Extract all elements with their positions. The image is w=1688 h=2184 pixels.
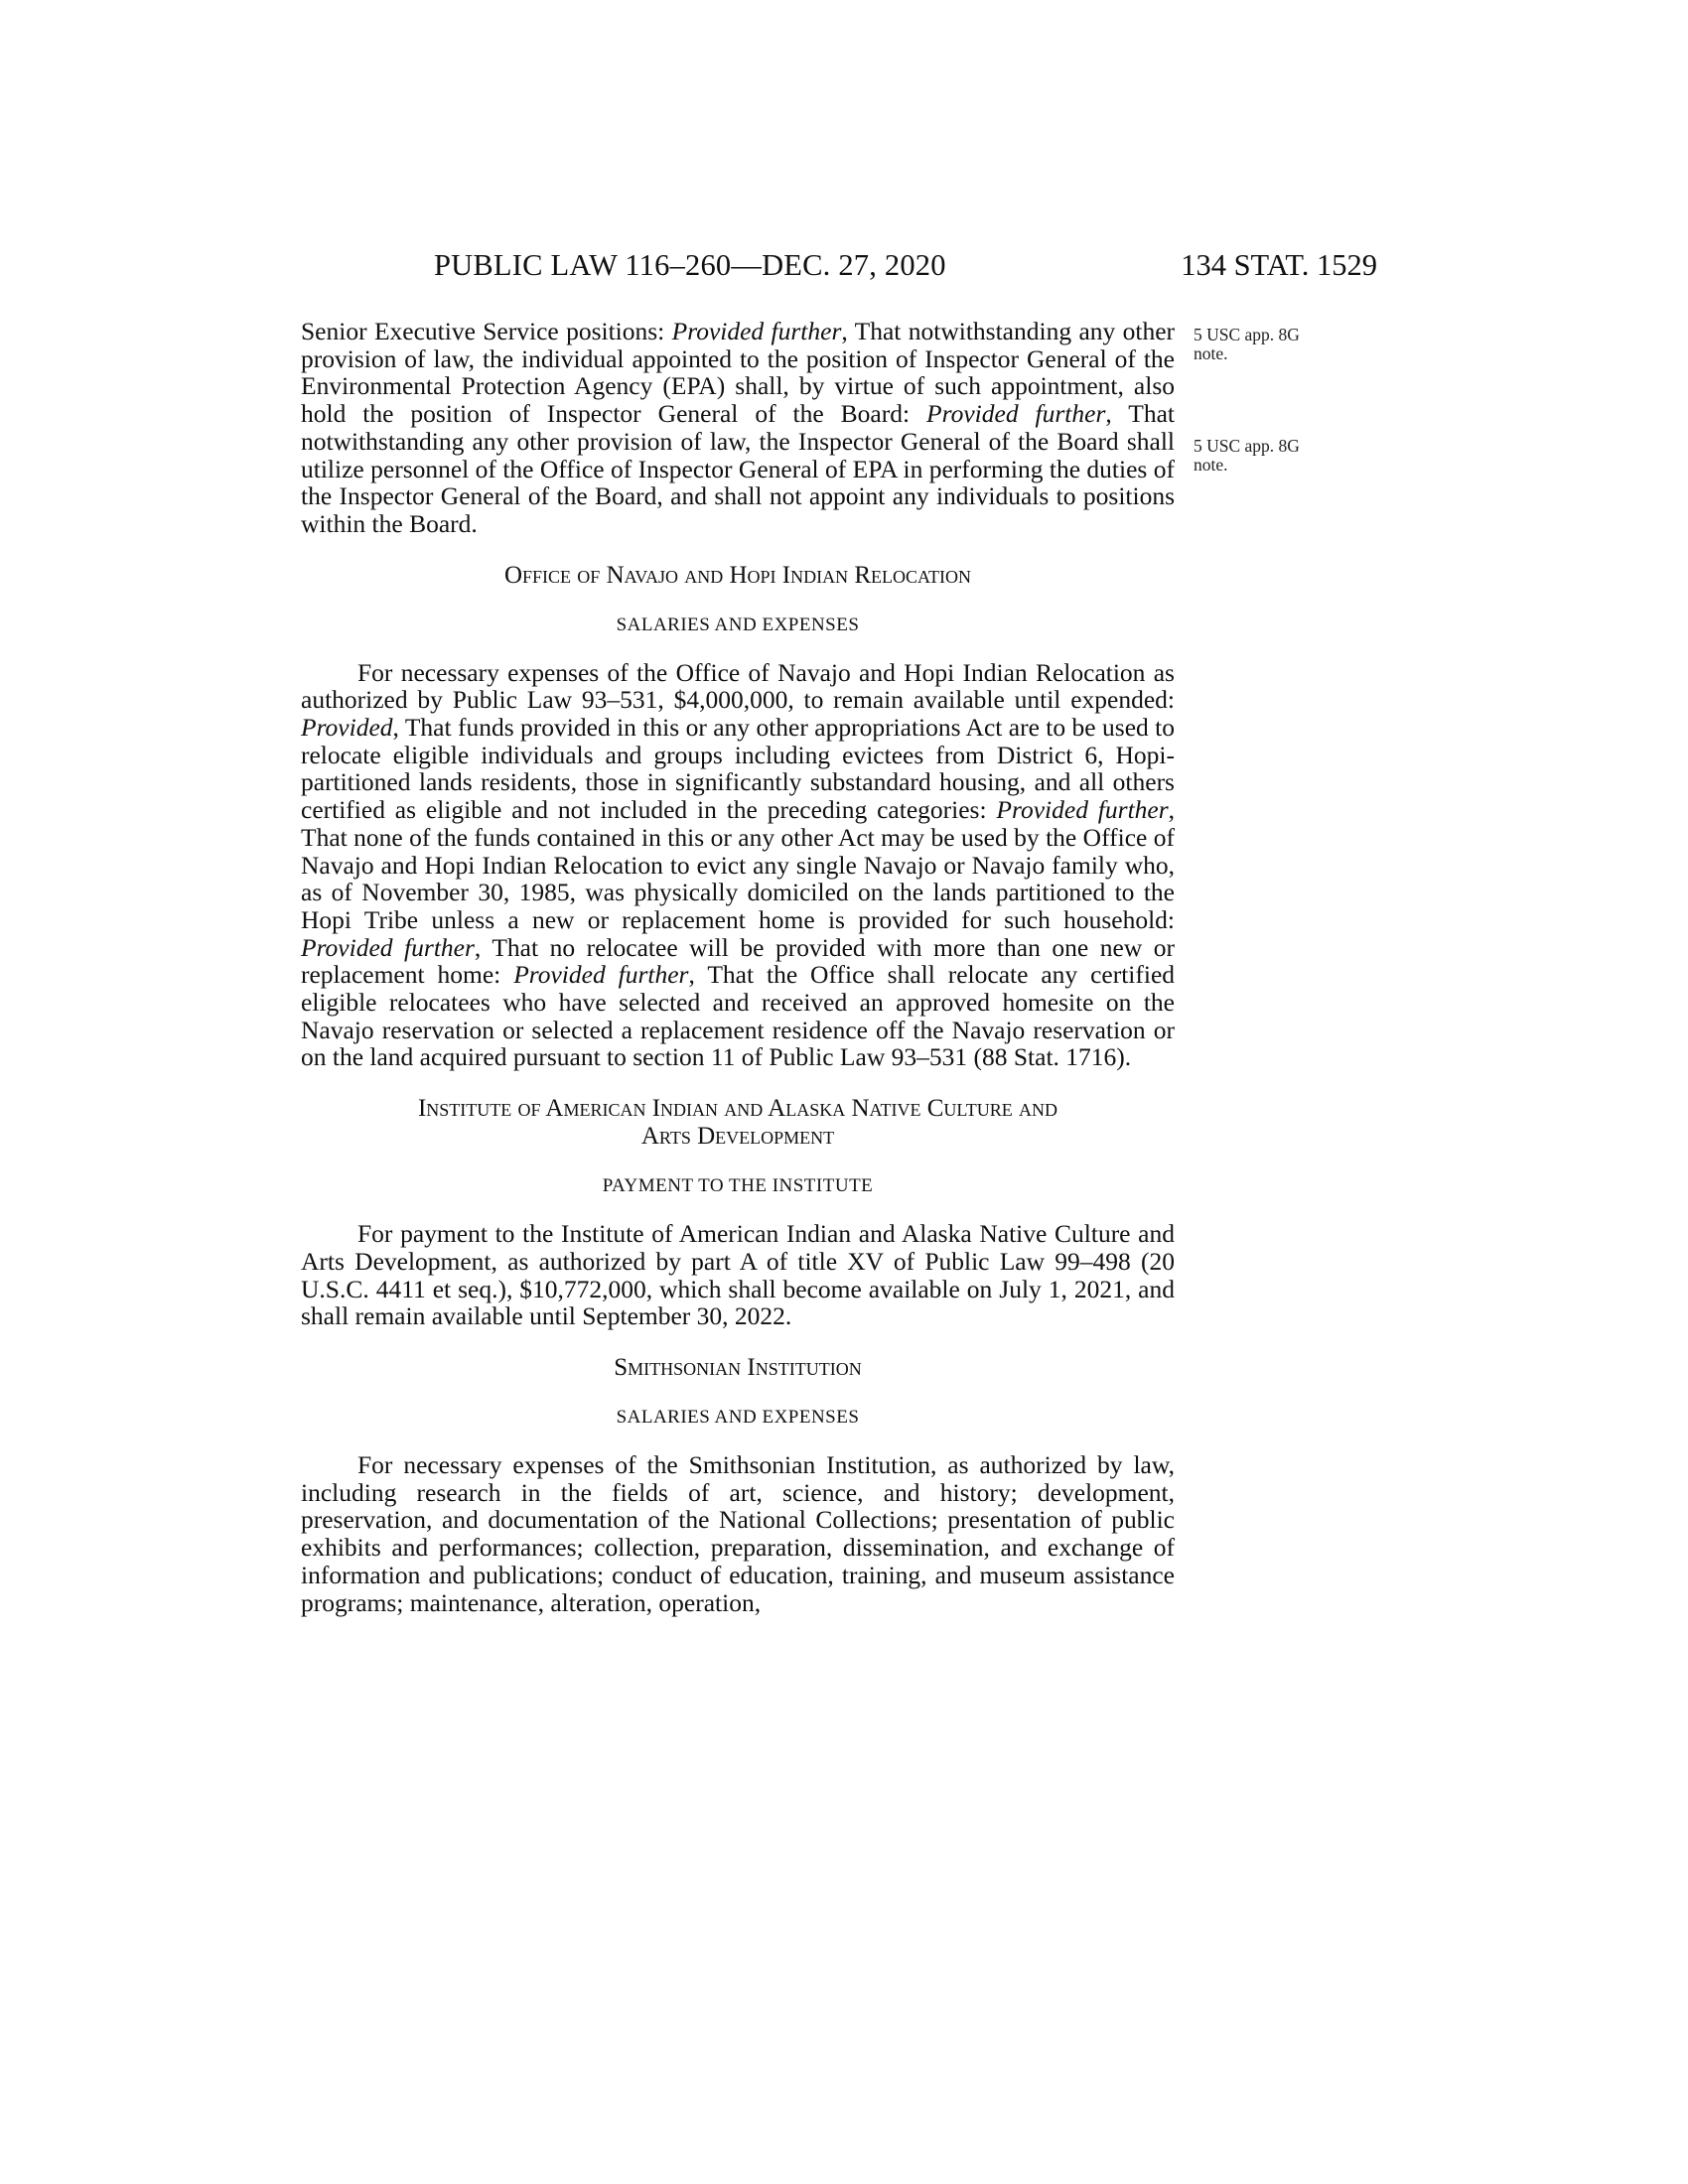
margin-note-line: 5 USC app. 8G [1194,436,1300,456]
paragraph-institute-payment: For payment to the Institute of American Indian and Alaska Native Culture and Arts Development, as authorized by part A of title XV of Public Law 99–498 (20 U.S.C. 4411 et seq.), $10,772,000, which shall become available on July 1, 2021, and shall remain available until September 30, 2022. [301,1219,1175,1331]
document-body [301,318,1175,1616]
margin-note-citation [1194,326,1342,363]
section-heading-institute: Institute of American Indian and Alaska Native Culture and Arts Development [417,1095,1058,1151]
margin-note-line: note. [1194,343,1228,363]
margin-note-line: 5 USC app. 8G [1194,325,1300,344]
section-heading-navajo-hopi: Office of Navajo and Hopi Indian Relocation [503,561,972,589]
statute-page-number: 134 STAT. 1529 [1181,248,1377,282]
subheading-salaries-expenses: SALARIES AND EXPENSES [616,614,860,635]
section-heading-smithsonian: Smithsonian Institution [614,1353,862,1381]
margin-note-citation [1194,437,1342,475]
running-title: PUBLIC LAW 116–260—DEC. 27, 2020 [434,248,946,282]
margin-note-line: note. [1194,455,1228,475]
paragraph-inspector-general: Senior Executive Service positions: Provided further, That notwithstanding any other provision of law, the individual appointed to the position of Inspector General of the Environmental Protection Agency (EPA) shall, by virtue of such appointment, also hold the position of Inspector General of the Board: Provided further, That notwithstanding any other provision of law, the Inspector General of the Board shall utilize personnel of the Office of Inspector General of EPA in performing the duties of the Inspector General of the Board, and shall not appoint any individuals to positions within the Board. [301,317,1176,538]
paragraph-navajo-relocation: For necessary expenses of the Office of Navajo and Hopi Indian Relocation as authorized by Public Law 93–531, $4,000,000, to remain available until expended: Provided, That funds provided in this or any other appropriations Act are to be used to relocate eligible individuals and groups including evictees from District 6, Hopi-partitioned lands residents, those in significantly substandard housing, and all others certified as eligible and not included in the preceding categories: Provided further, That none of the funds contained in this or any other Act may be used by the Office of Navajo and Hopi Indian Relocation to evict any single Navajo or Navajo family who, as of November 30, 1985, was physically domiciled on the lands partitioned to the Hopi Tribe unless a new or replacement home is provided for such household: Provided further, That no relocatee will be provided with more than one new or replacement home: Provided further, That the Office shall relocate any certified eligible relocatees who have selected and received an approved homesite on the Navajo reservation or selected a replacement residence off the Navajo reservation or on the land acquired pursuant to section 11 of Public Law 93–531 (88 Stat. 1716). [301,657,1176,1072]
subheading-salaries-expenses: SALARIES AND EXPENSES [616,1406,860,1428]
page-header [301,248,1375,288]
subheading-payment-institute: PAYMENT TO THE INSTITUTE [602,1175,874,1197]
paragraph-smithsonian: For necessary expenses of the Smithsonian Institution, as authorized by law, including research in the fields of art, science, and history; development, preservation, and documentation of the National Collections; presentation of public exhibits and performances; collection, preparation, dissemination, and exchange of information and publications; conduct of education, training, and museum assistance programs; maintenance, alteration, operation, [301,1449,1175,1617]
